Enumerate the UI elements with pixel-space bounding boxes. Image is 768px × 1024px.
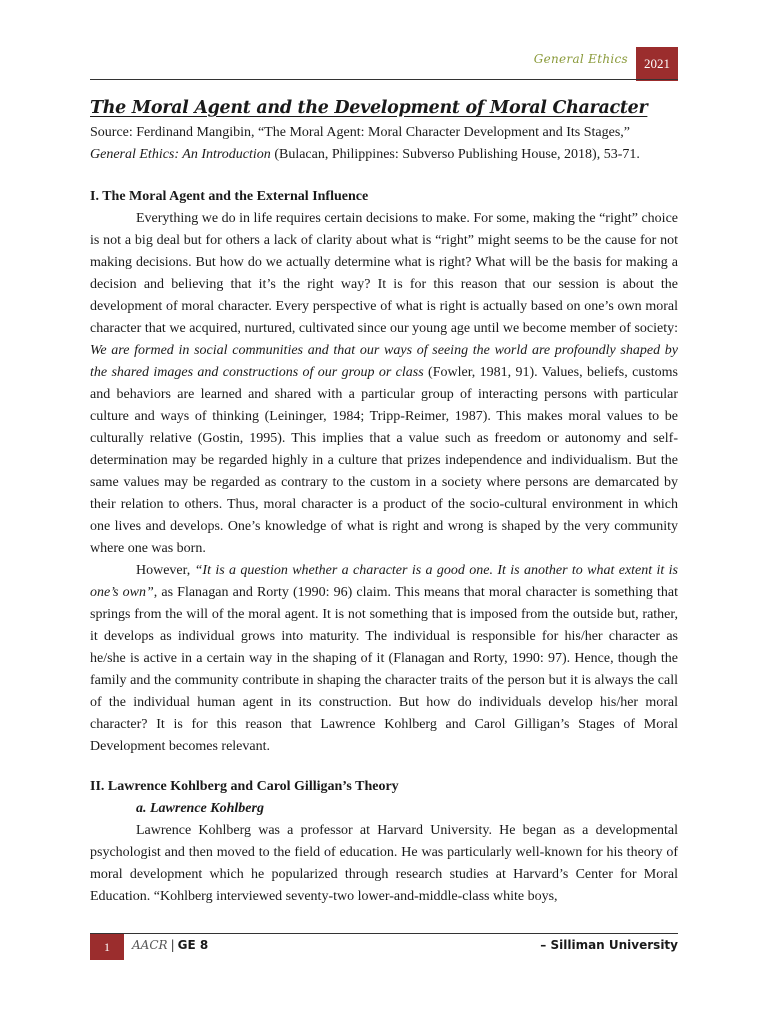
section-heading-2: II. Lawrence Kohlberg and Carol Gilligan’s Theory: [90, 779, 399, 794]
paragraph-3: Lawrence Kohlberg was a professor at Harvard University. He began as a developmental psychologist and then moved to the field of education. He was particularly well-known for his theory of moral development which he popularized through research studies at Harvard’s Center for Moral Education. “Kohlberg interviewed seventy-two lower-and-middle-class white boys,: [90, 823, 678, 904]
section-heading-1: I. The Moral Agent and the External Influence: [90, 189, 369, 204]
paragraph-2-text-b: , as Flanagan and Rorty (1990: 96) claim. This means that moral character is something that springs from the will of the moral agent. It is not something that is imposed from the outside but, rather, it develops as individual grows into maturity. The individual is responsible for his/her character as he/she is active in a certain way in the shaping of it (Flanagan and Rorty, 1990: 97). Hence, though the family and the community contribute in shaping the character traits of the person but it is always the call of the individual human agent in its construction. But how do individuals develop his/her moral character? It is for this reason that Lawrence Kohlberg and Carol Gilligan’s Stages of Moral Development becomes relevant.: [90, 585, 678, 754]
footer-divider: [90, 933, 678, 934]
paragraph-1: [90, 208, 678, 560]
footer-separator: |: [170, 938, 175, 952]
header-year-badge: 2021: [636, 47, 678, 81]
paragraph-2: [90, 560, 678, 758]
footer-author-course: [132, 938, 208, 952]
paragraph-1-quote: We are formed in social communities and that our ways of seeing the world are profoundly shaped by the shared images and constructions of our group or class: [90, 343, 678, 380]
source-citation: [90, 122, 678, 166]
header-course-title: General Ethics: [533, 52, 628, 66]
source-prefix: Source: Ferdinand Mangibin, “The Moral Agent: Moral Character Development and Its Stages,”: [90, 125, 631, 140]
footer-institution: – Silliman University: [540, 938, 678, 952]
document-body: [90, 94, 678, 908]
footer-course-code: GE 8: [177, 938, 209, 952]
paragraph-1-text-a: Everything we do in life requires certain decisions to make. For some, making the “right” choice is not a big deal but for others a lack of clarity about what is “right” might seems to be the cause for not making decisions. But how do we actually determine what is right? What will be the basis for making a decision and believing that it’s the right way? It is for this reason that our session is about the development of moral character. Every perspective of what is right is actually based on one’s own moral character that we acquired, nurtured, cultivated since our young age until we become member of society:: [90, 211, 678, 336]
header-divider: [90, 79, 678, 80]
paragraph-2-text-a: However,: [136, 563, 195, 578]
document-title: The Moral Agent and the Development of Moral Character: [90, 98, 648, 118]
subsection-heading-kohlberg: a. Lawrence Kohlberg: [136, 801, 264, 816]
source-suffix: (Bulacan, Philippines: Subverso Publishing House, 2018), 53-71.: [270, 147, 640, 162]
page-number-badge: 1: [90, 934, 124, 960]
paragraph-2-quote: “It is a question whether a character is a good one. It is another to what extent it is one’s own”: [90, 563, 679, 600]
paragraph-1-text-b: (Fowler, 1981, 91). Values, beliefs, customs and behaviors are learned and shared with a particular group of interacting persons with particular culture and ways of thinking (Leininger, 1984; Tripp-Reimer, 1987). This makes moral values to be culturally relative (Gostin, 1995). This implies that a value such as freedom or autonomy and self-determination may be regarded highly in a culture that prizes independence and individualism. But the same values may be regarded as contrary to the custom in a society where persons are demarcated by their relation to others. Thus, moral character is a product of the socio-cultural environment in which one lives and develops. One’s knowledge of what is right and wrong is shaped by the very community where one was born.: [90, 365, 678, 556]
source-book-title: General Ethics: An Introduction: [90, 147, 271, 162]
footer-initials: AACR: [132, 938, 168, 952]
